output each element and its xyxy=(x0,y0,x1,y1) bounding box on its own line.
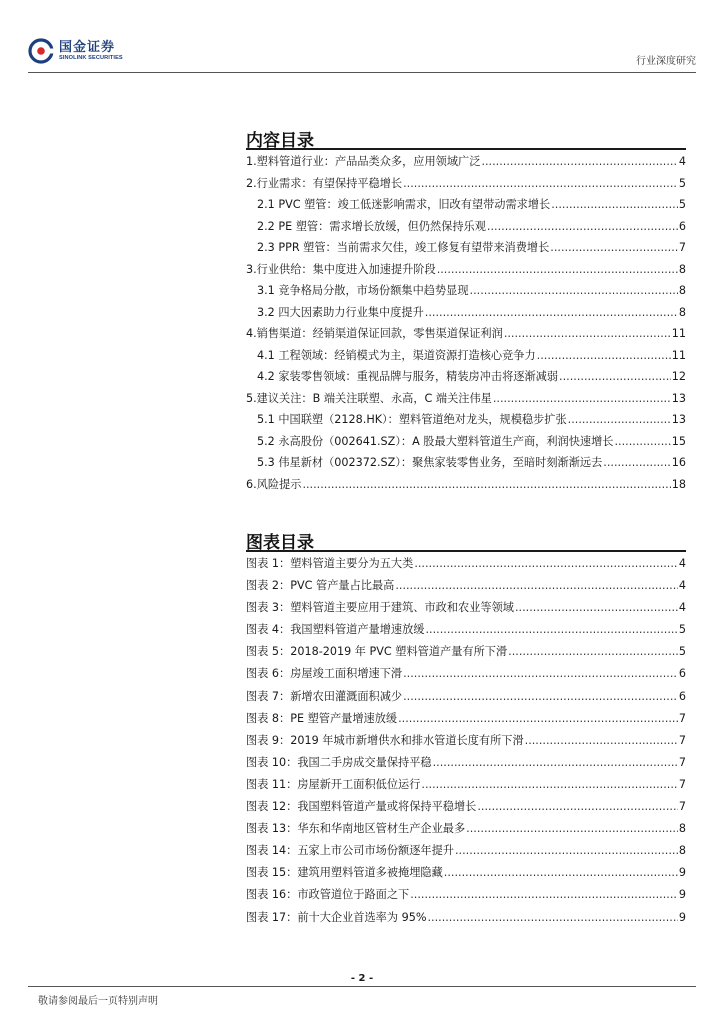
entry-label: 图表 8：PE 塑管产量增速放缓 xyxy=(246,711,398,725)
page-number: - 2 - xyxy=(350,973,374,984)
leader-dots xyxy=(487,220,678,233)
leader-dots xyxy=(477,800,678,813)
entry-label: 图表 4：我国塑料管道产量增速放缓 xyxy=(246,623,425,637)
entry-label: 图表 12：我国塑料管道产量或将保持平稳增长 xyxy=(246,800,477,814)
entry-label: 2.行业需求：有望保持平稳增长 xyxy=(246,176,403,190)
entry-label: 5.3 伟星新材（002372.SZ）：聚焦家装零售业务，至暗时刻渐渐远去 xyxy=(257,456,603,469)
entry-label: 6.风险提示 xyxy=(246,477,302,491)
entry-page-number: 7 xyxy=(678,800,686,814)
entry-label: 图表 10：我国二手房成交量保持平稳 xyxy=(246,755,432,769)
entry-label: 图表 6：房屋竣工面积增速下滑 xyxy=(246,667,403,681)
entry-page-number: 5 xyxy=(678,198,686,211)
header-divider xyxy=(28,72,696,73)
entry-label: 图表 14：五家上市公司市场份额逐年提升 xyxy=(246,844,454,858)
leader-dots xyxy=(398,712,678,725)
entry-page-number: 5 xyxy=(678,645,686,659)
figure-entry[interactable] xyxy=(246,798,686,820)
entry-page-number: 8 xyxy=(678,305,686,319)
entry-page-number: 5 xyxy=(678,623,686,637)
toc-entry[interactable] xyxy=(246,390,686,412)
leader-dots xyxy=(421,778,677,791)
leader-dots xyxy=(403,667,678,680)
entry-label: 4.销售渠道：经销渠道保证回款，零售渠道保证利润 xyxy=(246,327,503,340)
toc-entry[interactable] xyxy=(246,175,686,197)
entry-page-number: 18 xyxy=(671,477,686,491)
figure-entry[interactable] xyxy=(246,732,686,754)
entry-page-number: 8 xyxy=(678,844,686,858)
sinolink-logo-icon xyxy=(28,38,54,64)
toc-entry[interactable] xyxy=(246,368,686,390)
entry-page-number: 4 xyxy=(678,557,686,570)
figure-entry[interactable] xyxy=(246,555,686,577)
leader-dots xyxy=(395,579,678,592)
leader-dots xyxy=(603,456,670,469)
toc-entry[interactable] xyxy=(246,325,686,347)
figures-title: 图表目录 xyxy=(246,533,314,553)
figure-entry[interactable] xyxy=(246,820,686,842)
leader-dots xyxy=(615,435,671,448)
leader-dots xyxy=(525,734,678,747)
figure-entry[interactable] xyxy=(246,754,686,776)
toc-entry[interactable] xyxy=(246,411,686,433)
entry-label: 图表 16：市政管道位于路面之下 xyxy=(246,888,410,902)
toc-entry[interactable] xyxy=(246,239,686,261)
entry-page-number: 8 xyxy=(678,284,686,297)
entry-page-number: 9 xyxy=(678,910,686,924)
toc-entry[interactable] xyxy=(246,454,686,476)
entry-label: 图表 13：华东和华南地区管材生产企业最多 xyxy=(246,822,466,836)
figure-entry[interactable] xyxy=(246,688,686,710)
toc-entry[interactable] xyxy=(246,347,686,369)
toc-entry[interactable] xyxy=(246,153,686,175)
entry-page-number: 13 xyxy=(671,391,686,405)
figure-entry[interactable] xyxy=(246,643,686,665)
entry-page-number: 16 xyxy=(671,456,686,469)
leader-dots xyxy=(550,241,678,254)
entry-label: 1.塑料管道行业：产品品类众多，应用领域广泛 xyxy=(246,155,481,168)
entry-page-number: 8 xyxy=(678,262,686,276)
entry-page-number: 7 xyxy=(678,777,686,791)
entry-label: 4.2 家装零售领域：重视品牌与服务，精装房冲击将逐渐减弱 xyxy=(257,370,559,383)
figures-rule xyxy=(246,550,686,552)
entry-page-number: 9 xyxy=(678,866,686,880)
leader-dots xyxy=(425,306,678,319)
entry-page-number: 11 xyxy=(671,348,686,362)
entry-page-number: 4 xyxy=(678,579,686,593)
leader-dots xyxy=(302,478,670,491)
entry-label: 图表 9：2019 年城市新增供水和排水管道长度有所下滑 xyxy=(246,733,524,747)
page-header xyxy=(28,38,696,72)
contents-title: 内容目录 xyxy=(246,131,314,151)
toc-entry[interactable] xyxy=(246,476,686,498)
figure-entry[interactable] xyxy=(246,710,686,732)
entry-page-number: 4 xyxy=(678,601,686,615)
entry-label: 5.建议关注：B 端关注联塑、永高，C 端关注伟星 xyxy=(246,391,492,405)
entry-page-number: 4 xyxy=(678,155,686,168)
entry-page-number: 7 xyxy=(678,755,686,769)
entry-page-number: 11 xyxy=(671,327,686,340)
figure-entry[interactable] xyxy=(246,909,686,931)
leader-dots xyxy=(568,413,671,426)
leader-dots xyxy=(508,645,678,658)
leader-dots xyxy=(470,284,678,297)
brand-name-cn: 国金证券 xyxy=(59,39,116,55)
leader-dots xyxy=(403,177,678,190)
entry-label: 图表 2：PVC 管产量占比最高 xyxy=(246,579,395,593)
figure-entry[interactable] xyxy=(246,886,686,908)
figure-entry[interactable] xyxy=(246,842,686,864)
leader-dots xyxy=(537,349,671,362)
figure-entry[interactable] xyxy=(246,599,686,621)
contents-list xyxy=(246,153,686,497)
entry-label: 3.行业供给：集中度进入加速提升阶段 xyxy=(246,262,436,276)
entry-label: 5.1 中国联塑（2128.HK）：塑料管道绝对龙头，规模稳步扩张 xyxy=(257,413,567,426)
figure-entry[interactable] xyxy=(246,665,686,687)
entry-page-number: 6 xyxy=(678,219,686,233)
leader-dots xyxy=(437,263,678,276)
toc-entry[interactable] xyxy=(246,433,686,455)
entry-page-number: 12 xyxy=(671,370,686,383)
entry-label: 图表 5：2018-2019 年 PVC 塑料管道产量有所下滑 xyxy=(246,645,508,659)
entry-page-number: 6 xyxy=(678,667,686,681)
leader-dots xyxy=(551,198,678,211)
entry-label: 图表 1：塑料管道主要分为五大类 xyxy=(246,557,414,570)
entry-label: 3.2 四大因素助力行业集中度提升 xyxy=(257,305,424,319)
entry-label: 图表 15：建筑用塑料管道多被掩埋隐藏 xyxy=(246,866,443,880)
entry-label: 5.2 永高股份（002641.SZ）：A 股最大塑料管道生产商，利润快速增长 xyxy=(257,434,614,448)
leader-dots xyxy=(466,822,678,835)
entry-page-number: 8 xyxy=(678,822,686,836)
contents-rule xyxy=(246,148,686,150)
entry-page-number: 7 xyxy=(678,241,686,254)
brand-logo xyxy=(28,38,123,64)
figure-entry[interactable] xyxy=(246,577,686,599)
toc-entry[interactable] xyxy=(246,261,686,283)
leader-dots xyxy=(433,756,678,769)
leader-dots xyxy=(410,888,678,901)
entry-page-number: 7 xyxy=(678,711,686,725)
entry-label: 图表 7：新增农田灌溉面积减少 xyxy=(246,689,403,703)
entry-page-number: 15 xyxy=(671,434,686,448)
footer-divider xyxy=(28,986,696,987)
entry-label: 2.2 PE 塑管：需求增长放缓，但仍然保持乐观 xyxy=(257,219,486,233)
toc-entry[interactable] xyxy=(246,304,686,326)
leader-dots xyxy=(455,844,678,857)
entry-label: 4.1 工程领域：经销模式为主，渠道资源打造核心竞争力 xyxy=(257,348,536,362)
entry-page-number: 13 xyxy=(671,413,686,426)
leader-dots xyxy=(403,690,678,703)
entry-label: 图表 17：前十大企业首选率为 95% xyxy=(246,910,427,924)
toc-entry[interactable] xyxy=(246,218,686,240)
figure-entry[interactable] xyxy=(246,864,686,886)
entry-page-number: 5 xyxy=(678,176,686,190)
leader-dots xyxy=(515,601,678,614)
leader-dots xyxy=(504,327,671,340)
report-type: 行业深度研究 xyxy=(636,56,696,67)
entry-label: 图表 3：塑料管道主要应用于建筑、市政和农业等领域 xyxy=(246,601,514,615)
toc-entry[interactable] xyxy=(246,282,686,304)
leader-dots xyxy=(493,392,671,405)
entry-label: 3.1 竞争格局分散，市场份额集中趋势显现 xyxy=(257,284,469,297)
brand-name-en: SINOLINK SECURITIES xyxy=(59,54,123,61)
leader-dots xyxy=(426,623,678,636)
figure-entry[interactable] xyxy=(246,621,686,643)
entry-page-number: 7 xyxy=(678,733,686,747)
leader-dots xyxy=(427,911,677,924)
figures-list xyxy=(246,555,686,931)
entry-page-number: 9 xyxy=(678,888,686,902)
entry-page-number: 6 xyxy=(678,689,686,703)
entry-label: 图表 11：房屋新开工面积低位运行 xyxy=(246,777,421,791)
entry-label: 2.3 PPR 塑管：当前需求欠佳，竣工修复有望带来消费增长 xyxy=(257,241,550,254)
footer-disclaimer: 敬请参阅最后一页特别声明 xyxy=(38,996,158,1007)
entry-label: 2.1 PVC 塑管：竣工低迷影响需求，旧改有望带动需求增长 xyxy=(257,198,551,211)
figure-entry[interactable] xyxy=(246,776,686,798)
toc-entry[interactable] xyxy=(246,196,686,218)
leader-dots xyxy=(444,866,678,879)
leader-dots xyxy=(481,155,677,168)
leader-dots xyxy=(559,370,671,383)
leader-dots xyxy=(414,557,678,570)
